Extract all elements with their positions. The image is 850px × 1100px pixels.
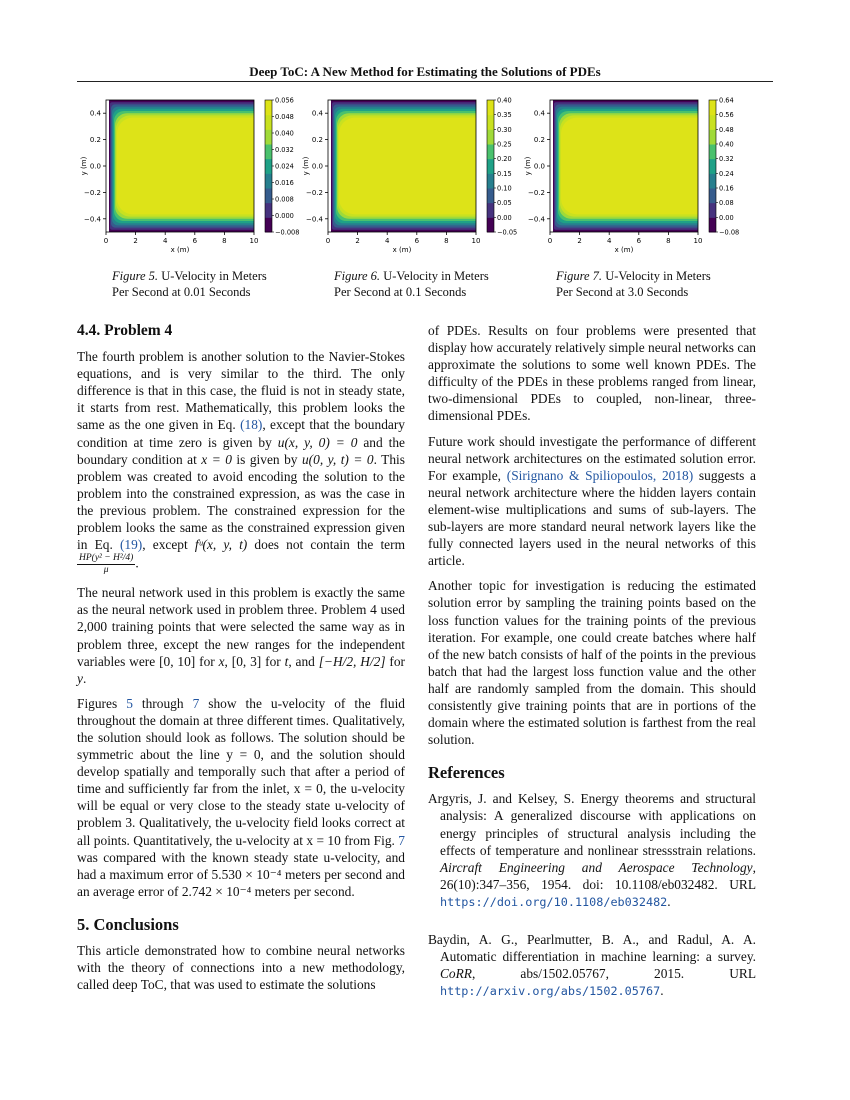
reference-entry: Argyris, J. and Kelsey, S. Energy theorems and structural analysis: A generalized discourse with applications on energy principles of structural analysis including the effects of temperature and nonlinear stressstrain relations. Aircraft Engineering and Aerospace Technology, 26(10):347–356, 1954. doi: 10.1108/eb032482. URL https://doi.org/10.1108/eb032482. (428, 791, 756, 909)
eq-ref-link[interactable]: (18) (240, 417, 263, 433)
colorbar-segment (265, 203, 272, 218)
x-axis-label: x (m) (170, 246, 190, 254)
y-tick-label: 0.2 (311, 136, 323, 145)
colorbar-segment (709, 115, 716, 130)
contour-band (339, 118, 497, 215)
figure-5 (80, 92, 300, 260)
paragraph: Another topic for investigation is reducing the estimated solution error by sampling the training points based on the loss function values for the training points of the previous iteration. For example, one could create batches where half of the new batch consists of half of the points in the previous batch that had the largest loss function value and the other half are randomly sampled from the domain. This should consistently give training points that are in portions of the domain where the estimated solution is farthest from the real solution. (428, 578, 756, 748)
section-heading-conclusions: 5. Conclusions (77, 914, 179, 934)
contour-band (561, 118, 719, 215)
figure-link[interactable]: 5 (126, 695, 133, 711)
x-tick-label: 8 (666, 237, 671, 245)
x-tick-label: 2 (355, 237, 360, 245)
heatmap-chart (524, 92, 740, 260)
y-tick-label: −0.2 (528, 188, 545, 197)
references-heading: References (428, 763, 505, 783)
x-tick-label: 6 (636, 237, 642, 245)
x-tick-label: 8 (222, 237, 227, 245)
contour-band (117, 118, 275, 215)
y-tick-label: 0.4 (311, 109, 323, 118)
figure-6-caption: Figure 6. U-Velocity in Meters Per Second at 0.1 Seconds (334, 269, 489, 299)
paragraph: Figures 5 through 7 show the u-velocity of the fluid throughout the domain at three different times. Qualitatively, the solution should look as follows. The solution should be symmetric about the line y = 0, and the solution should develop spatially and temporally such that after a period of time and sufficiently far from the inlet, x = 0, the u-velocity will be equal or very close to the steady state u-velocity of problem 3. Qualitatively, the u-velocity field looks correct at all points. Quantitatively, the u-velocity at x = 10 from Fig. 7 was compared with the known steady state u-velocity, and had a maximum error of 5.530 × 10⁻⁴ meters per second and an average error of 2.742 × 10⁻⁴ meters per second. (77, 695, 406, 899)
figure-link[interactable]: 7 (398, 832, 405, 848)
colorbar-segment (709, 203, 716, 218)
colorbar-tick-label: 0.040 (275, 129, 294, 138)
paragraph: of PDEs. Results on four problems were presented that display how accurately relatively simple neural networks can approximate the solutions to some well known PDEs. The difficulty of the PDEs in these problems ranged from linear, two-dimensional PDEs to coupled, non-linear, three-dimensional PDEs. (428, 323, 756, 424)
paragraph: The fourth problem is another solution to the Navier-Stokes equations, and is very similar to the third. The only difference is that in this case, the fluid is not in steady state, it starts from rest. Mathematically, this problem looks the same as the one given in Eq. (18), except that the boundary condition at time zero is given by u(x, y, 0) = 0 and the boundary condition at x = 0 is given by u(0, y, t) = 0. This problem was created to avoid encoding the solution to the problem into the constrained expression, as was the case in the previous problem. The constrained expression for the problem looks the same as the constrained expression given in Eq. (19), except fᵘ(x, y, t) does not contain the term $\frac{\text{HP(y² − H²/4)}}{\mu}$ . (77, 349, 406, 576)
colorbar-segment (487, 115, 494, 130)
y-tick-label: 0.0 (89, 162, 101, 171)
colorbar-tick-label: 0.10 (497, 184, 512, 193)
colorbar-tick-label: 0.08 (719, 199, 734, 208)
colorbar-segment (265, 100, 272, 115)
x-tick-label: 2 (577, 237, 582, 245)
y-tick-label: −0.4 (528, 215, 545, 224)
colorbar-segment (265, 144, 272, 159)
colorbar-tick-label: 0.20 (497, 155, 512, 164)
y-tick-label: −0.4 (84, 215, 101, 224)
colorbar-tick-label: 0.16 (719, 184, 734, 193)
x-tick-label: 6 (414, 237, 420, 245)
colorbar-segment (265, 129, 272, 144)
header-rule (77, 81, 773, 82)
figure-link[interactable]: 7 (192, 695, 200, 711)
colorbar-segment (709, 173, 716, 188)
x-tick-label: 10 (471, 237, 481, 245)
x-tick-label: 6 (192, 237, 198, 245)
x-tick-label: 0 (103, 237, 109, 245)
colorbar-segment (265, 173, 272, 188)
eq-ref-link[interactable]: (19) (119, 537, 143, 553)
colorbar-segment (487, 159, 494, 174)
x-tick-label: 0 (547, 237, 553, 245)
colorbar-tick-label: 0.016 (275, 179, 294, 187)
y-axis-label: y (m) (524, 156, 532, 176)
reference-url-link[interactable]: http://arxiv.org/abs/1502.05767 (440, 984, 661, 999)
x-tick-label: 10 (693, 237, 703, 245)
colorbar-segment (709, 159, 716, 174)
colorbar-tick-label: 0.48 (719, 125, 734, 134)
colorbar-tick-label: 0.024 (275, 162, 294, 171)
colorbar-tick-label: 0.35 (497, 111, 512, 120)
colorbar-segment (709, 144, 716, 159)
reference-url-link[interactable]: https://doi.org/10.1108/eb032482 (440, 894, 668, 909)
colorbar-tick-label: 0.40 (719, 140, 734, 149)
y-tick-label: 0.4 (533, 109, 545, 118)
y-axis-label: y (m) (80, 156, 88, 176)
colorbar-segment (265, 188, 272, 203)
heatmap-chart (80, 92, 300, 260)
colorbar-segment (265, 115, 272, 130)
y-tick-label: 0.0 (533, 162, 545, 171)
paragraph: Future work should investigate the performance of different neural network architectures on the estimated solution error. For example, (Sirignano & Spiliopoulos, 2018) suggests a neural network architecture where the hidden layers contain element-wise multiplications and sums of sub-layers. The sub-layers are more standard neural network layers like the fully connected layers used in the neural networks of this article. (428, 433, 756, 569)
colorbar-segment (487, 188, 494, 203)
y-tick-label: −0.2 (84, 188, 101, 197)
colorbar-tick-label: 0.32 (719, 155, 734, 164)
colorbar-tick-label: −0.008 (275, 228, 300, 237)
y-tick-label: −0.4 (306, 215, 323, 224)
figure-7 (524, 92, 740, 260)
x-tick-label: 4 (606, 237, 612, 245)
x-tick-label: 2 (133, 237, 138, 245)
figure-6 (302, 92, 518, 260)
y-axis-label: y (m) (302, 156, 310, 176)
colorbar-segment (709, 129, 716, 144)
x-tick-label: 4 (162, 237, 168, 245)
colorbar-segment (709, 217, 716, 232)
x-tick-label: 10 (249, 237, 259, 245)
y-tick-label: 0.0 (311, 162, 323, 171)
colorbar-tick-label: 0.64 (719, 96, 734, 105)
y-tick-label: 0.2 (89, 136, 101, 145)
colorbar-tick-label: 0.00 (497, 213, 512, 222)
x-tick-label: 8 (444, 237, 449, 245)
colorbar-tick-label: 0.00 (719, 213, 734, 222)
colorbar-segment (709, 188, 716, 203)
colorbar-tick-label: 0.056 (275, 96, 294, 105)
colorbar-tick-label: 0.30 (497, 125, 512, 134)
colorbar-tick-label: 0.56 (719, 111, 734, 120)
colorbar-tick-label: 0.24 (719, 169, 734, 178)
colorbar-tick-label: −0.05 (497, 228, 518, 237)
x-tick-label: 4 (384, 237, 390, 245)
paragraph: The neural network used in this problem is exactly the same as the neural network used in problem three. Problem 4 used 2,000 training points that were selected the same way as in problem three, except the new ranges for the independent variables were [0, 10] for x, [0, 3] for t, and [−H/2, H/2] for y. (77, 585, 406, 686)
y-tick-label: 0.4 (89, 109, 101, 118)
x-tick-label: 0 (325, 237, 331, 245)
fraction-term: $\frac{\text{HP(y² − H²/4)}}{\mu}$ (79, 553, 134, 576)
colorbar-tick-label: 0.40 (497, 96, 512, 105)
colorbar-segment (487, 217, 494, 232)
colorbar-tick-label: −0.08 (719, 228, 740, 237)
section-heading-problem-4: 4.4. Problem 4 (77, 322, 173, 339)
x-axis-label: x (m) (392, 246, 412, 254)
colorbar-segment (487, 100, 494, 115)
right-column (428, 322, 756, 1014)
colorbar-tick-label: 0.000 (275, 212, 294, 220)
colorbar-segment (487, 144, 494, 159)
y-tick-label: 0.2 (533, 136, 545, 145)
citation-link[interactable]: (Sirignano & Spiliopoulos, 2018) (506, 467, 694, 483)
y-tick-label: −0.2 (306, 188, 323, 197)
colorbar-segment (709, 100, 716, 115)
colorbar-tick-label: 0.15 (497, 169, 512, 178)
colorbar-tick-label: 0.048 (275, 113, 294, 121)
running-header: Deep ToC: A New Method for Estimating the Solutions of PDEs (249, 64, 601, 79)
colorbar-segment (265, 217, 272, 232)
paragraph: This article demonstrated how to combine neural networks with the theory of connections into a new methodology, called deep ToC, that was used to estimate the solutions (77, 943, 405, 993)
heatmap-chart (302, 92, 518, 260)
colorbar-segment (487, 173, 494, 188)
colorbar-tick-label: 0.05 (497, 199, 512, 208)
figure-5-caption: Figure 5. U-Velocity in Meters Per Second at 0.01 Seconds (112, 269, 267, 299)
colorbar-segment (487, 203, 494, 218)
colorbar-segment (265, 159, 272, 174)
figure-7-caption: Figure 7. U-Velocity in Meters Per Second at 3.0 Seconds (556, 269, 711, 299)
left-column (77, 322, 405, 1001)
colorbar-tick-label: 0.25 (497, 140, 512, 149)
reference-entry: Baydin, A. G., Pearlmutter, B. A., and Radul, A. A. Automatic differentiation in machine learning: a survey. CoRR, abs/1502.05767, 2015. URL http://arxiv.org/abs/1502.05767. (428, 932, 756, 999)
colorbar-segment (487, 129, 494, 144)
x-axis-label: x (m) (614, 246, 634, 254)
colorbar-tick-label: 0.008 (275, 195, 294, 204)
colorbar-tick-label: 0.032 (275, 146, 294, 154)
